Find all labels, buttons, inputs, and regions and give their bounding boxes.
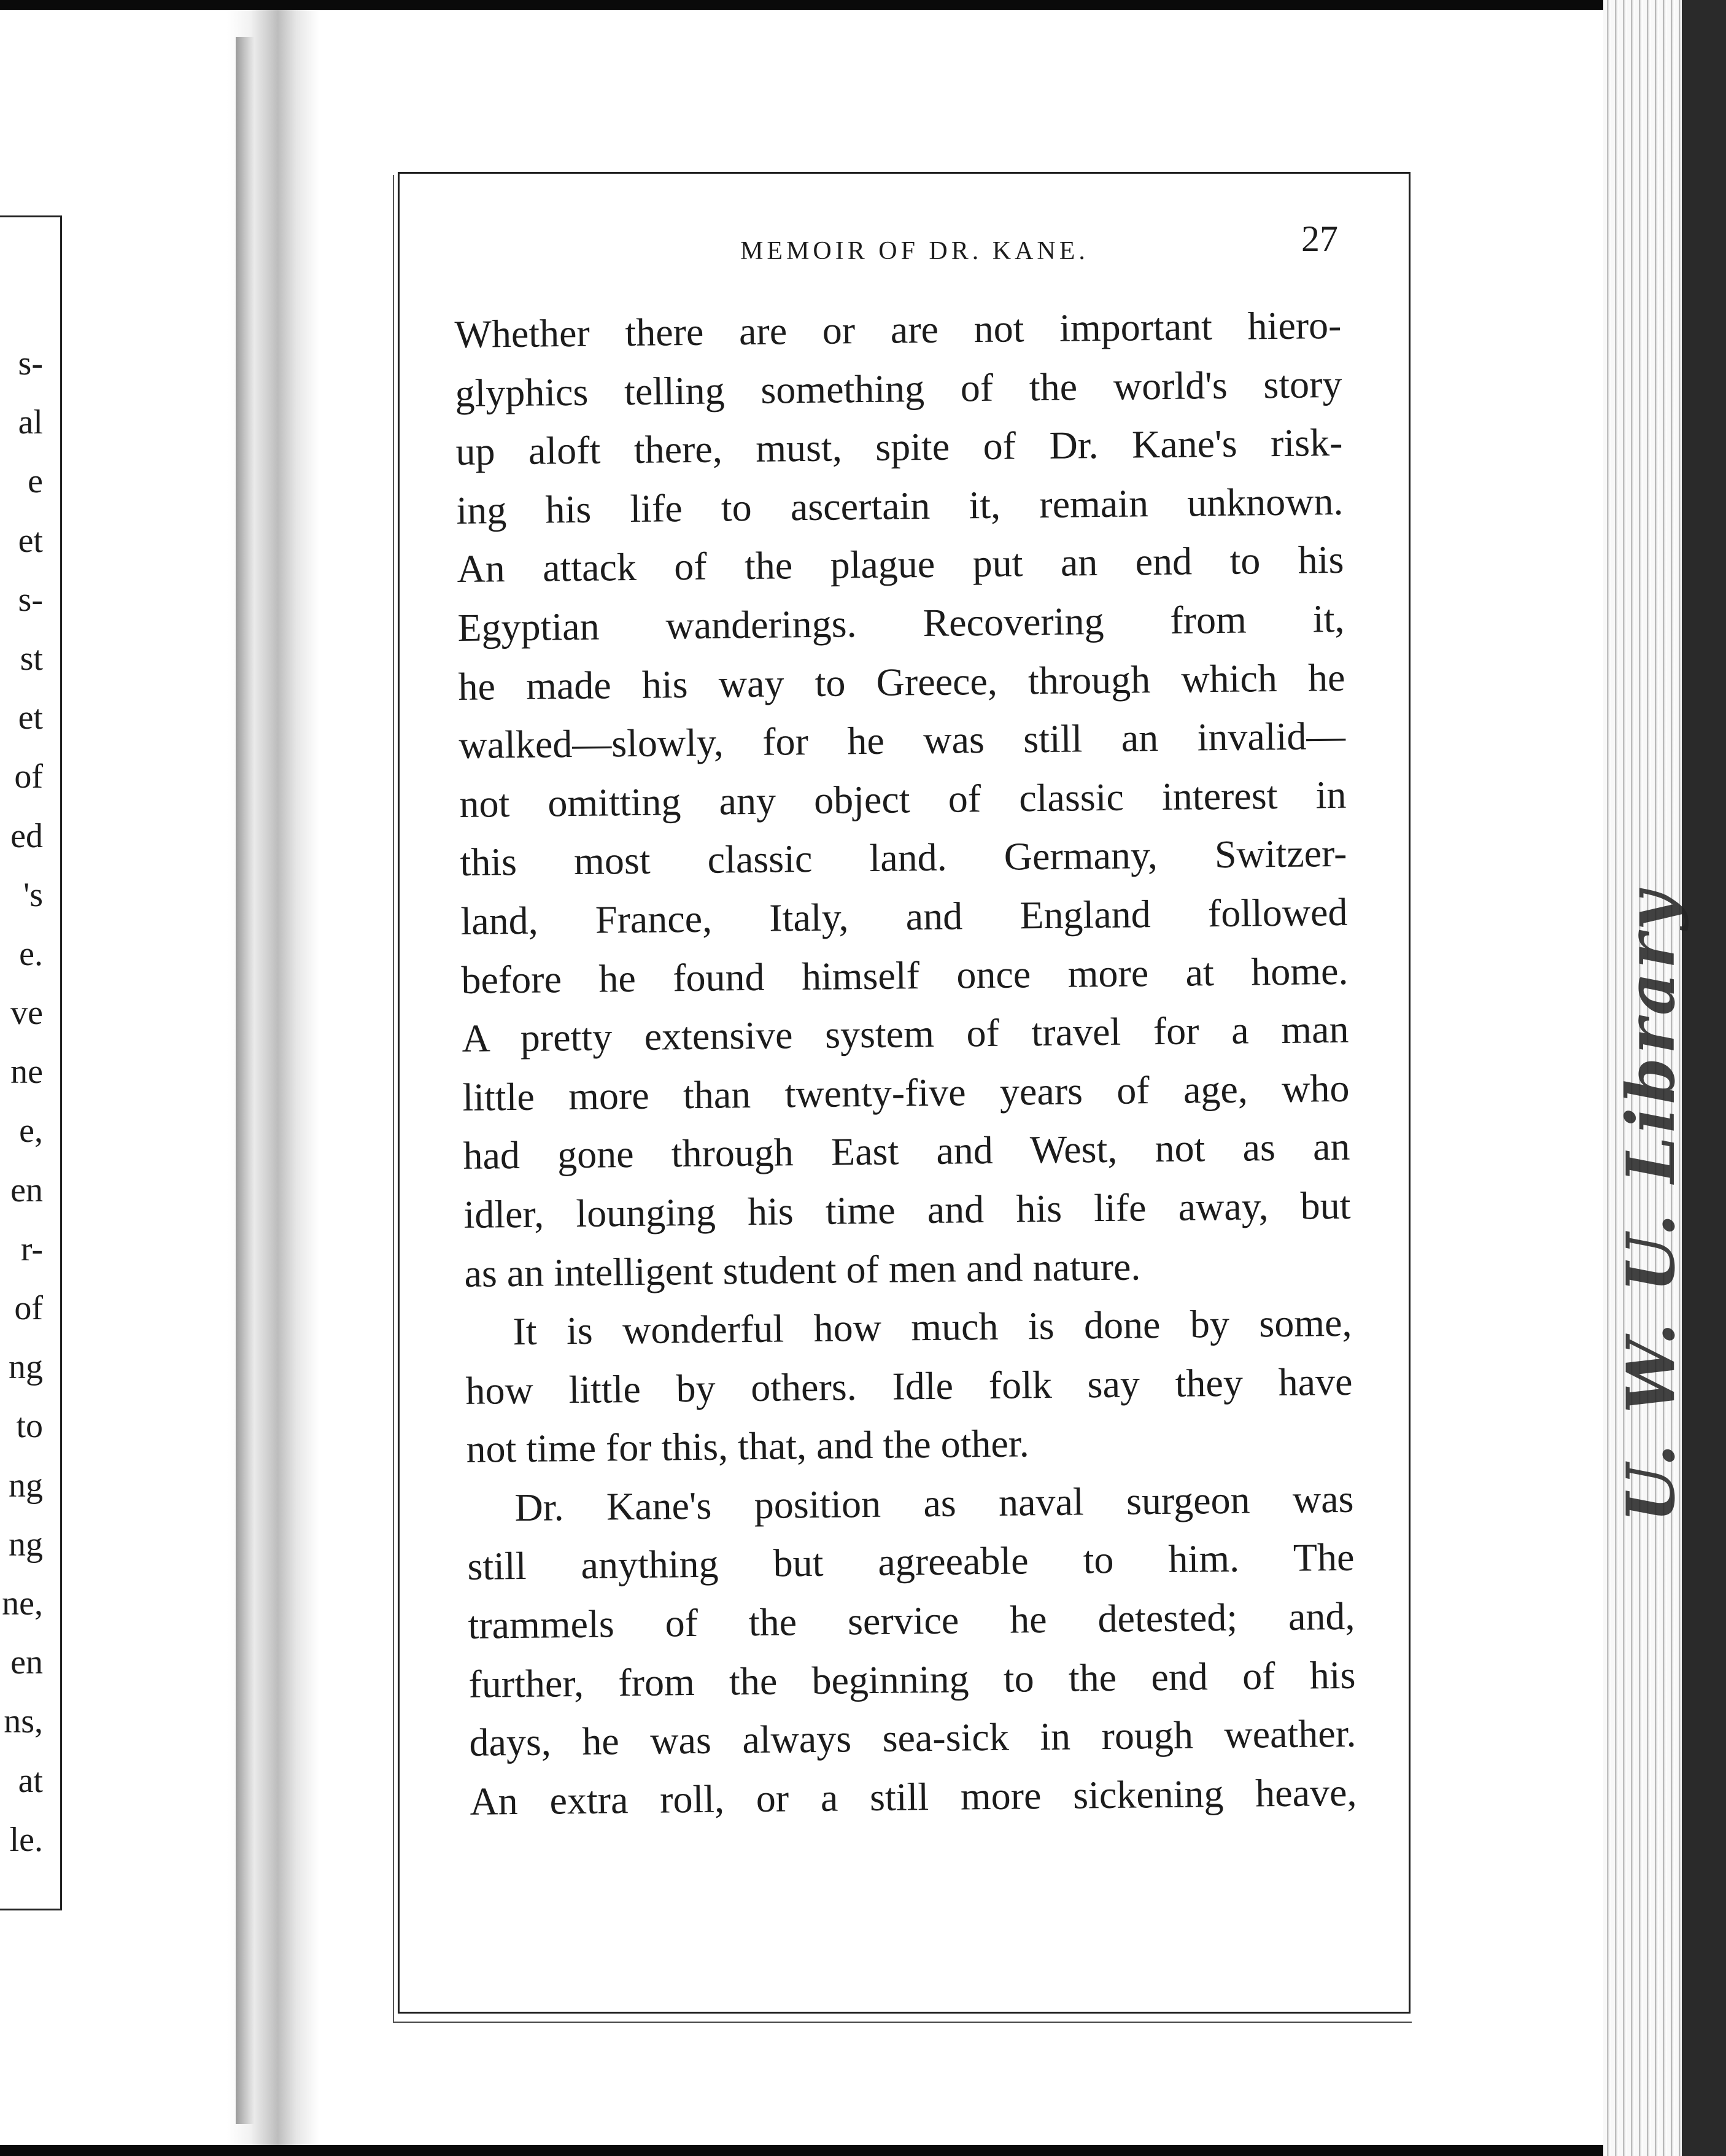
text-line: he made his way to Greece, through which he (458, 655, 1345, 708)
text-line: up aloft there, must, spite of Dr. Kane's risk- (455, 421, 1343, 474)
text-line: little more than twenty-five years of age, who (462, 1066, 1350, 1119)
left-line-ending: en (10, 1171, 43, 1209)
left-line-ending: ng (9, 1466, 43, 1505)
gutter-shadow (236, 37, 254, 2124)
left-line-ending: s- (18, 580, 43, 619)
text-line: this most classic land. Germany, Switzer- (460, 831, 1347, 885)
page-number: 27 (1301, 219, 1338, 259)
text-line: ing his life to ascertain it, remain unknown. (456, 479, 1344, 532)
text-line: days, he was always sea-sick in rough weather. (469, 1711, 1356, 1765)
text-line: trammels of the service he detested; and, (468, 1594, 1355, 1647)
text-line: Dr. Kane's position as naval surgeon was (514, 1476, 1354, 1529)
left-line-ending: ne (10, 1053, 43, 1092)
left-line-ending: st (20, 639, 43, 678)
left-line-ending: of (14, 1289, 43, 1327)
text-line: An attack of the plague put an end to his (457, 538, 1344, 591)
text-line: Whether there are or are not important hiero- (454, 303, 1342, 356)
text-line: It is wonderful how much is done by some, (513, 1300, 1352, 1354)
text-line: before he found himself once more at home. (461, 948, 1349, 1002)
left-line-ending: to (16, 1407, 43, 1446)
left-line-ending: ve (10, 994, 43, 1033)
text-line: how little by others. Idle folk say they have (465, 1359, 1353, 1413)
text-line: still anything but agreeable to him. The (467, 1535, 1355, 1589)
left-line-ending: s- (18, 344, 43, 382)
library-stamp: U. W. U. Library (1612, 888, 1690, 1522)
text-line: had gone through East and West, not as an (463, 1125, 1350, 1178)
text-line: idler, lounging his time and his life away, but (463, 1183, 1351, 1236)
left-line-ending: et (18, 699, 43, 737)
text-line: An extra roll, or a still more sickening heave, (470, 1770, 1357, 1823)
text-line: as an intelligent student of men and nature. (464, 1244, 1141, 1295)
text-line: land, France, Italy, and England followed (460, 890, 1348, 943)
left-line-ending: of (14, 758, 43, 796)
text-line: A pretty extensive system of travel for a man (462, 1007, 1349, 1061)
scan-top-border (0, 0, 1726, 10)
left-line-ending: ng (9, 1348, 43, 1387)
left-line-ending: le. (9, 1820, 43, 1859)
left-page-line-endings (0, 339, 43, 1874)
left-line-ending: ed (10, 816, 43, 855)
text-line: not omitting any object of classic interest in (459, 772, 1347, 826)
left-line-ending: 's (23, 875, 43, 914)
left-line-ending: ne, (2, 1584, 43, 1623)
text-line: further, from the beginning to the end of his (468, 1653, 1356, 1706)
scan-bottom-border (0, 2145, 1726, 2156)
text-line: glyphics telling something of the world's story (455, 362, 1342, 415)
left-line-ending: en (10, 1643, 43, 1682)
running-head: MEMOIR OF DR. KANE. (740, 237, 1089, 265)
left-line-ending: ng (9, 1525, 43, 1564)
left-line-ending: et (18, 521, 43, 560)
left-line-ending: e, (19, 1112, 43, 1150)
left-line-ending: e (28, 462, 43, 501)
left-line-ending: al (18, 403, 43, 442)
text-line: not time for this, that, and the other. (466, 1421, 1029, 1472)
left-page (0, 10, 230, 2145)
left-line-ending: e. (19, 934, 43, 973)
left-line-ending: at (18, 1761, 43, 1800)
left-line-ending: ns, (4, 1702, 43, 1741)
text-line: Egyptian wanderings. Recovering from it, (457, 596, 1345, 650)
body-text (454, 298, 1357, 1832)
left-line-ending: r- (20, 1230, 43, 1268)
text-line: walked—slowly, for he was still an invalid— (459, 713, 1346, 767)
